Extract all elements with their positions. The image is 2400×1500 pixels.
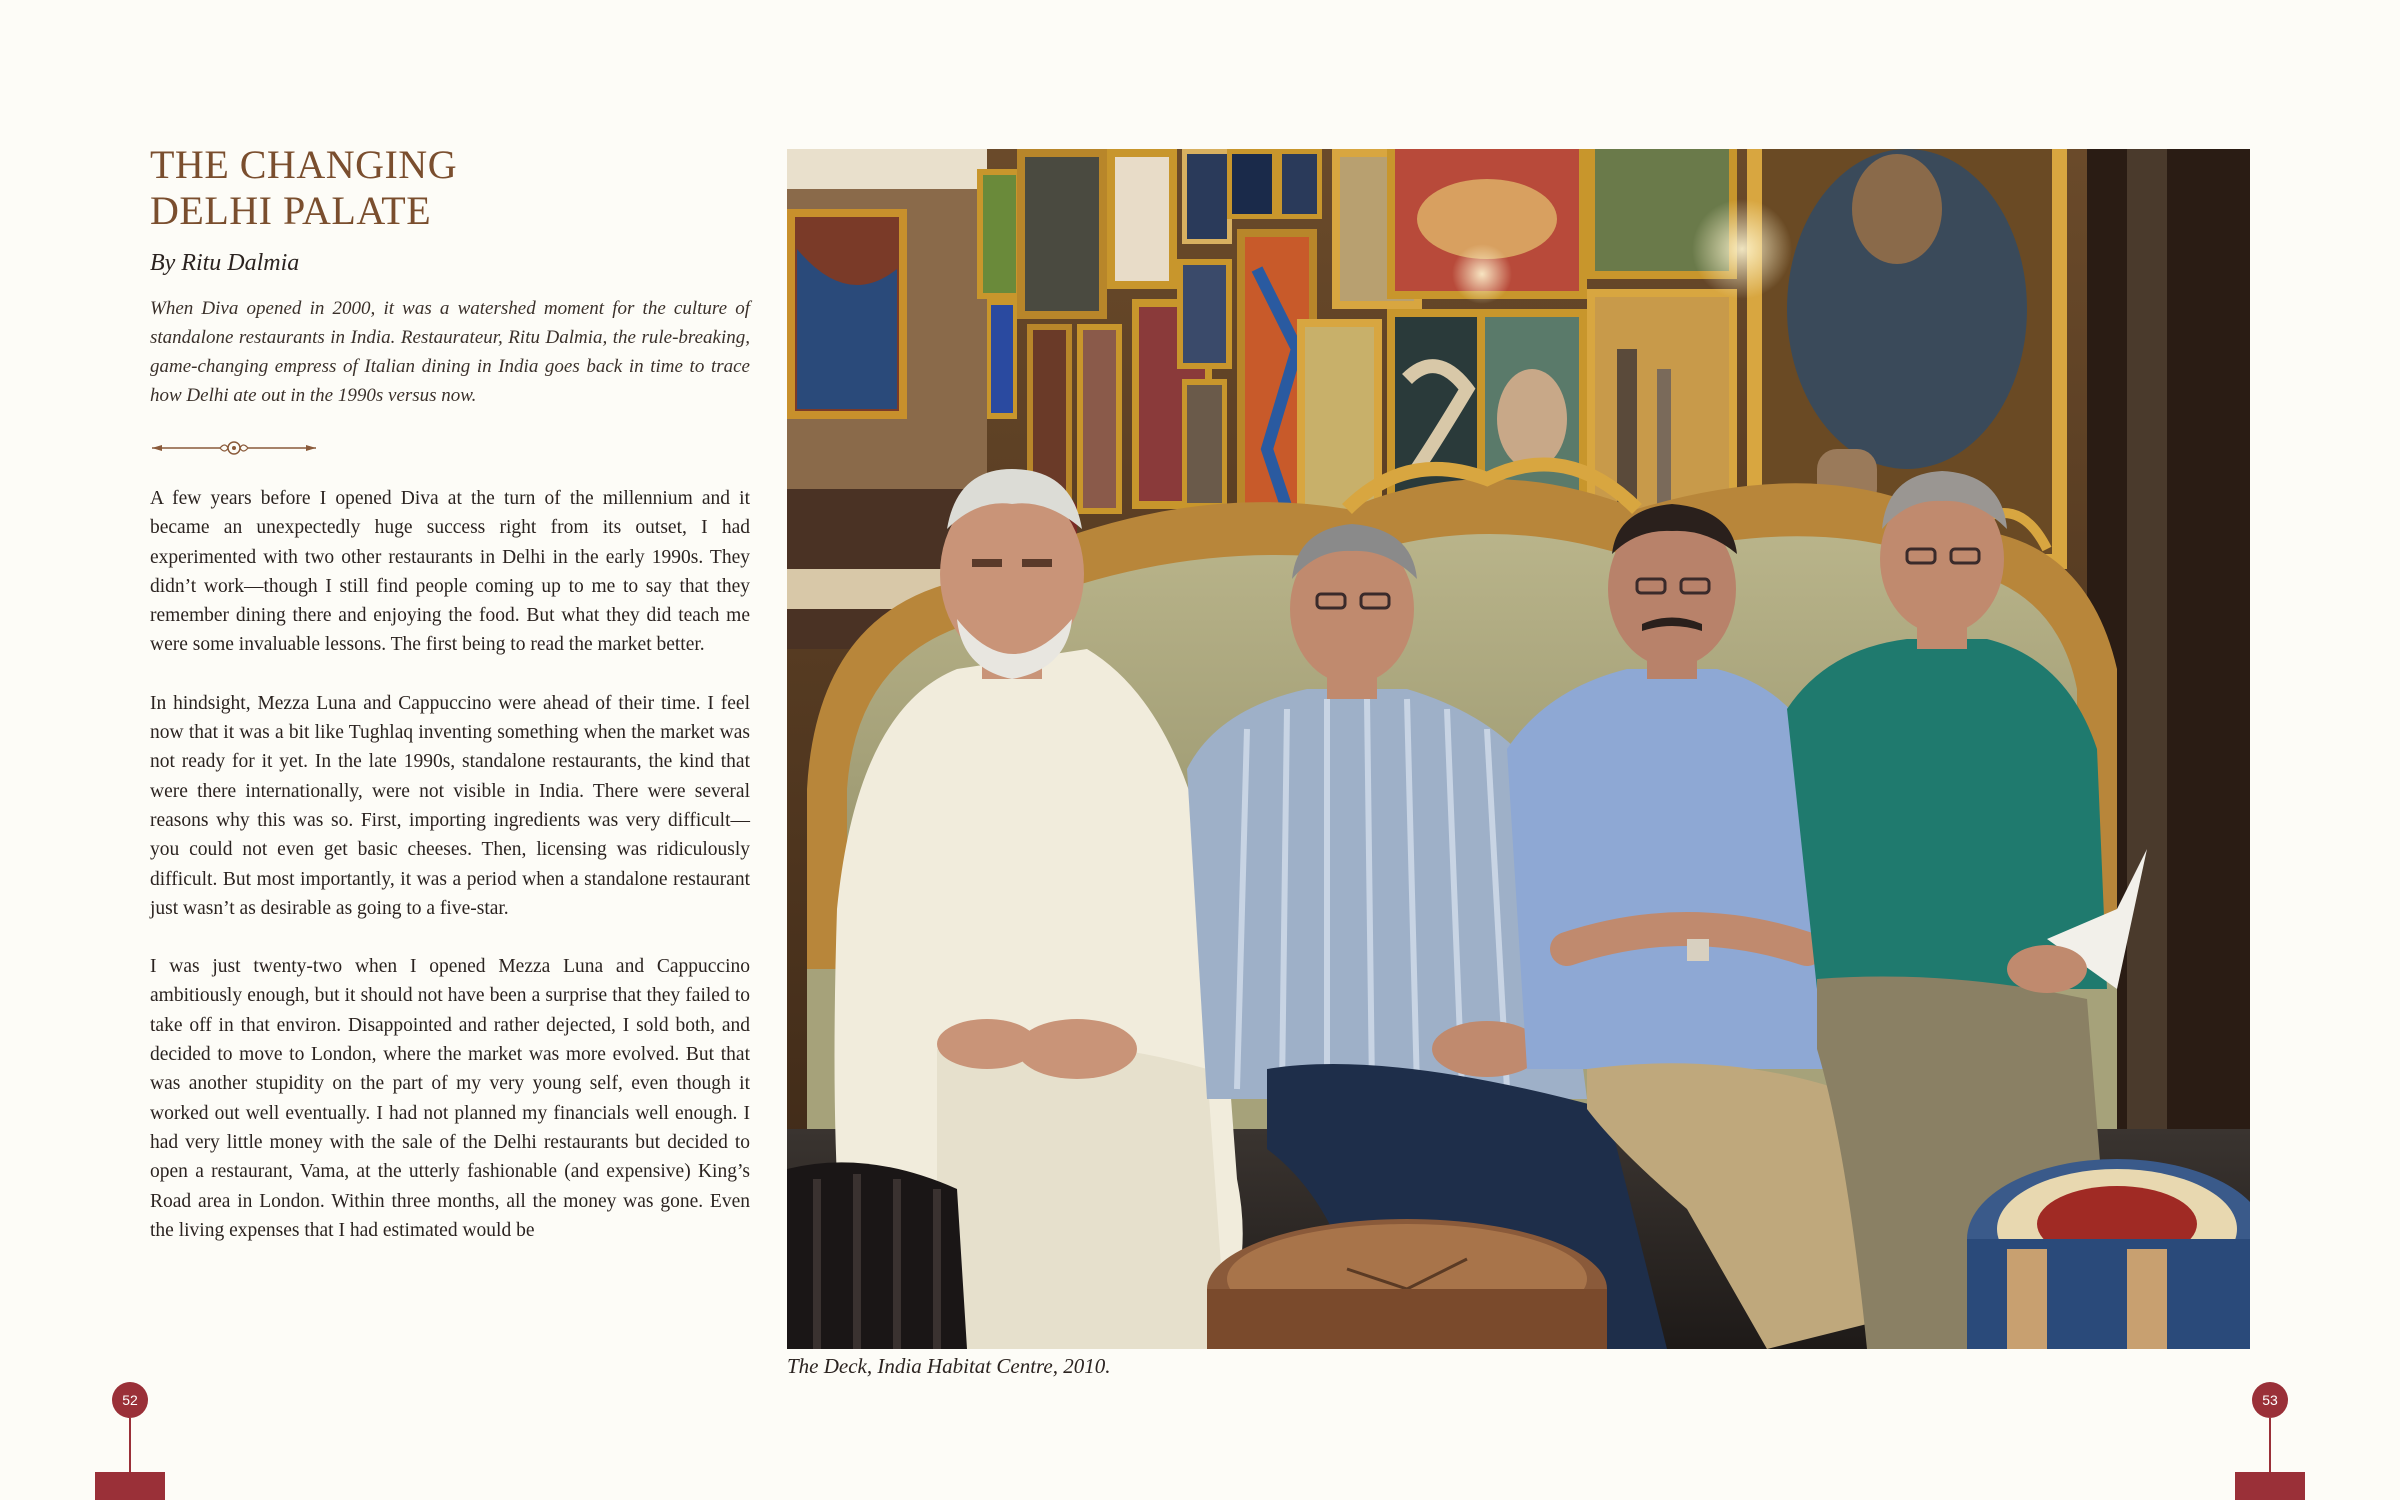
page-marker-right	[2252, 1382, 2288, 1500]
article-title-line-2: DELHI PALATE	[150, 188, 432, 233]
page-marker-left	[112, 1382, 148, 1500]
article-paragraph-1: A few years before I opened Diva at the turn of the millennium and it became an unexpectedly huge success right from its outset, I had experimented with two other restaurants in Delhi in the early 1990s. They didn’t work—though I still find people coming up to me to say that they remember dining there and enjoying the food. But what they did teach me were some invaluable lessons. The first being to read the market better.	[150, 488, 750, 656]
group-photo	[787, 149, 2250, 1349]
article-intro: When Diva opened in 2000, it was a watershed moment for the culture of standalone restaurants in India. Restaurateur, Ritu Dalmia, the rule-breaking, game-changing empress of Italian dining in India goes back in time to trace how Delhi ate out in the 1990s versus now.	[150, 298, 750, 406]
article-text-column	[150, 142, 750, 1274]
article-byline: By Ritu Dalmia	[150, 250, 300, 276]
article-title-line-1: THE CHANGING	[150, 142, 458, 187]
page-marker-stem	[129, 1418, 131, 1474]
page-number-right: 53	[2252, 1382, 2288, 1418]
page-marker-tab	[95, 1472, 165, 1500]
page-number-left: 52	[112, 1382, 148, 1418]
article-paragraph-3: I was just twenty-two when I opened Mezza Luna and Cappuccino ambitiously enough, but it should not have been a surprise that they failed to take off in that environ. Disappointed and rather dejected, I sold both, and decided to move to London, where the market was more evolved. But that was another stupidity on the part of my very young self, even though it worked out well eventually. I had not planned my financials well enough. I had very little money with the sale of the Delhi restaurants but decided to open a restaurant, Vama, at the utterly fashionable (and expensive) King’s Road area in London. Within three months, all the money was gone. Even the living expenses that I had estimated would be	[150, 956, 750, 1241]
article-body	[150, 484, 750, 1245]
mosaic-stool	[1967, 1159, 2250, 1349]
page-marker-stem	[2269, 1418, 2271, 1474]
group-photo-illustration	[787, 149, 2250, 1349]
foreground-chair	[787, 1162, 967, 1349]
photo-caption: The Deck, India Habitat Centre, 2010.	[787, 1354, 1111, 1378]
article-title	[150, 142, 750, 234]
page-marker-tab	[2235, 1472, 2305, 1500]
divider-flourish-icon	[150, 438, 318, 458]
article-paragraph-2: In hindsight, Mezza Luna and Cappuccino were ahead of their time. I feel now that it was a bit like Tughlaq inventing something when the market was not ready for it yet. In the late 1990s, standalone restaurants, the kind that were there internationally, were not visible in India. There were several reasons why this was so. First, importing ingredients was very difficult—you could not even get basic cheeses. Then, licensing was ridiculously difficult. But most importantly, it was a period when a standalone restaurant just wasn’t as desirable as going to a five-star.	[150, 692, 750, 919]
